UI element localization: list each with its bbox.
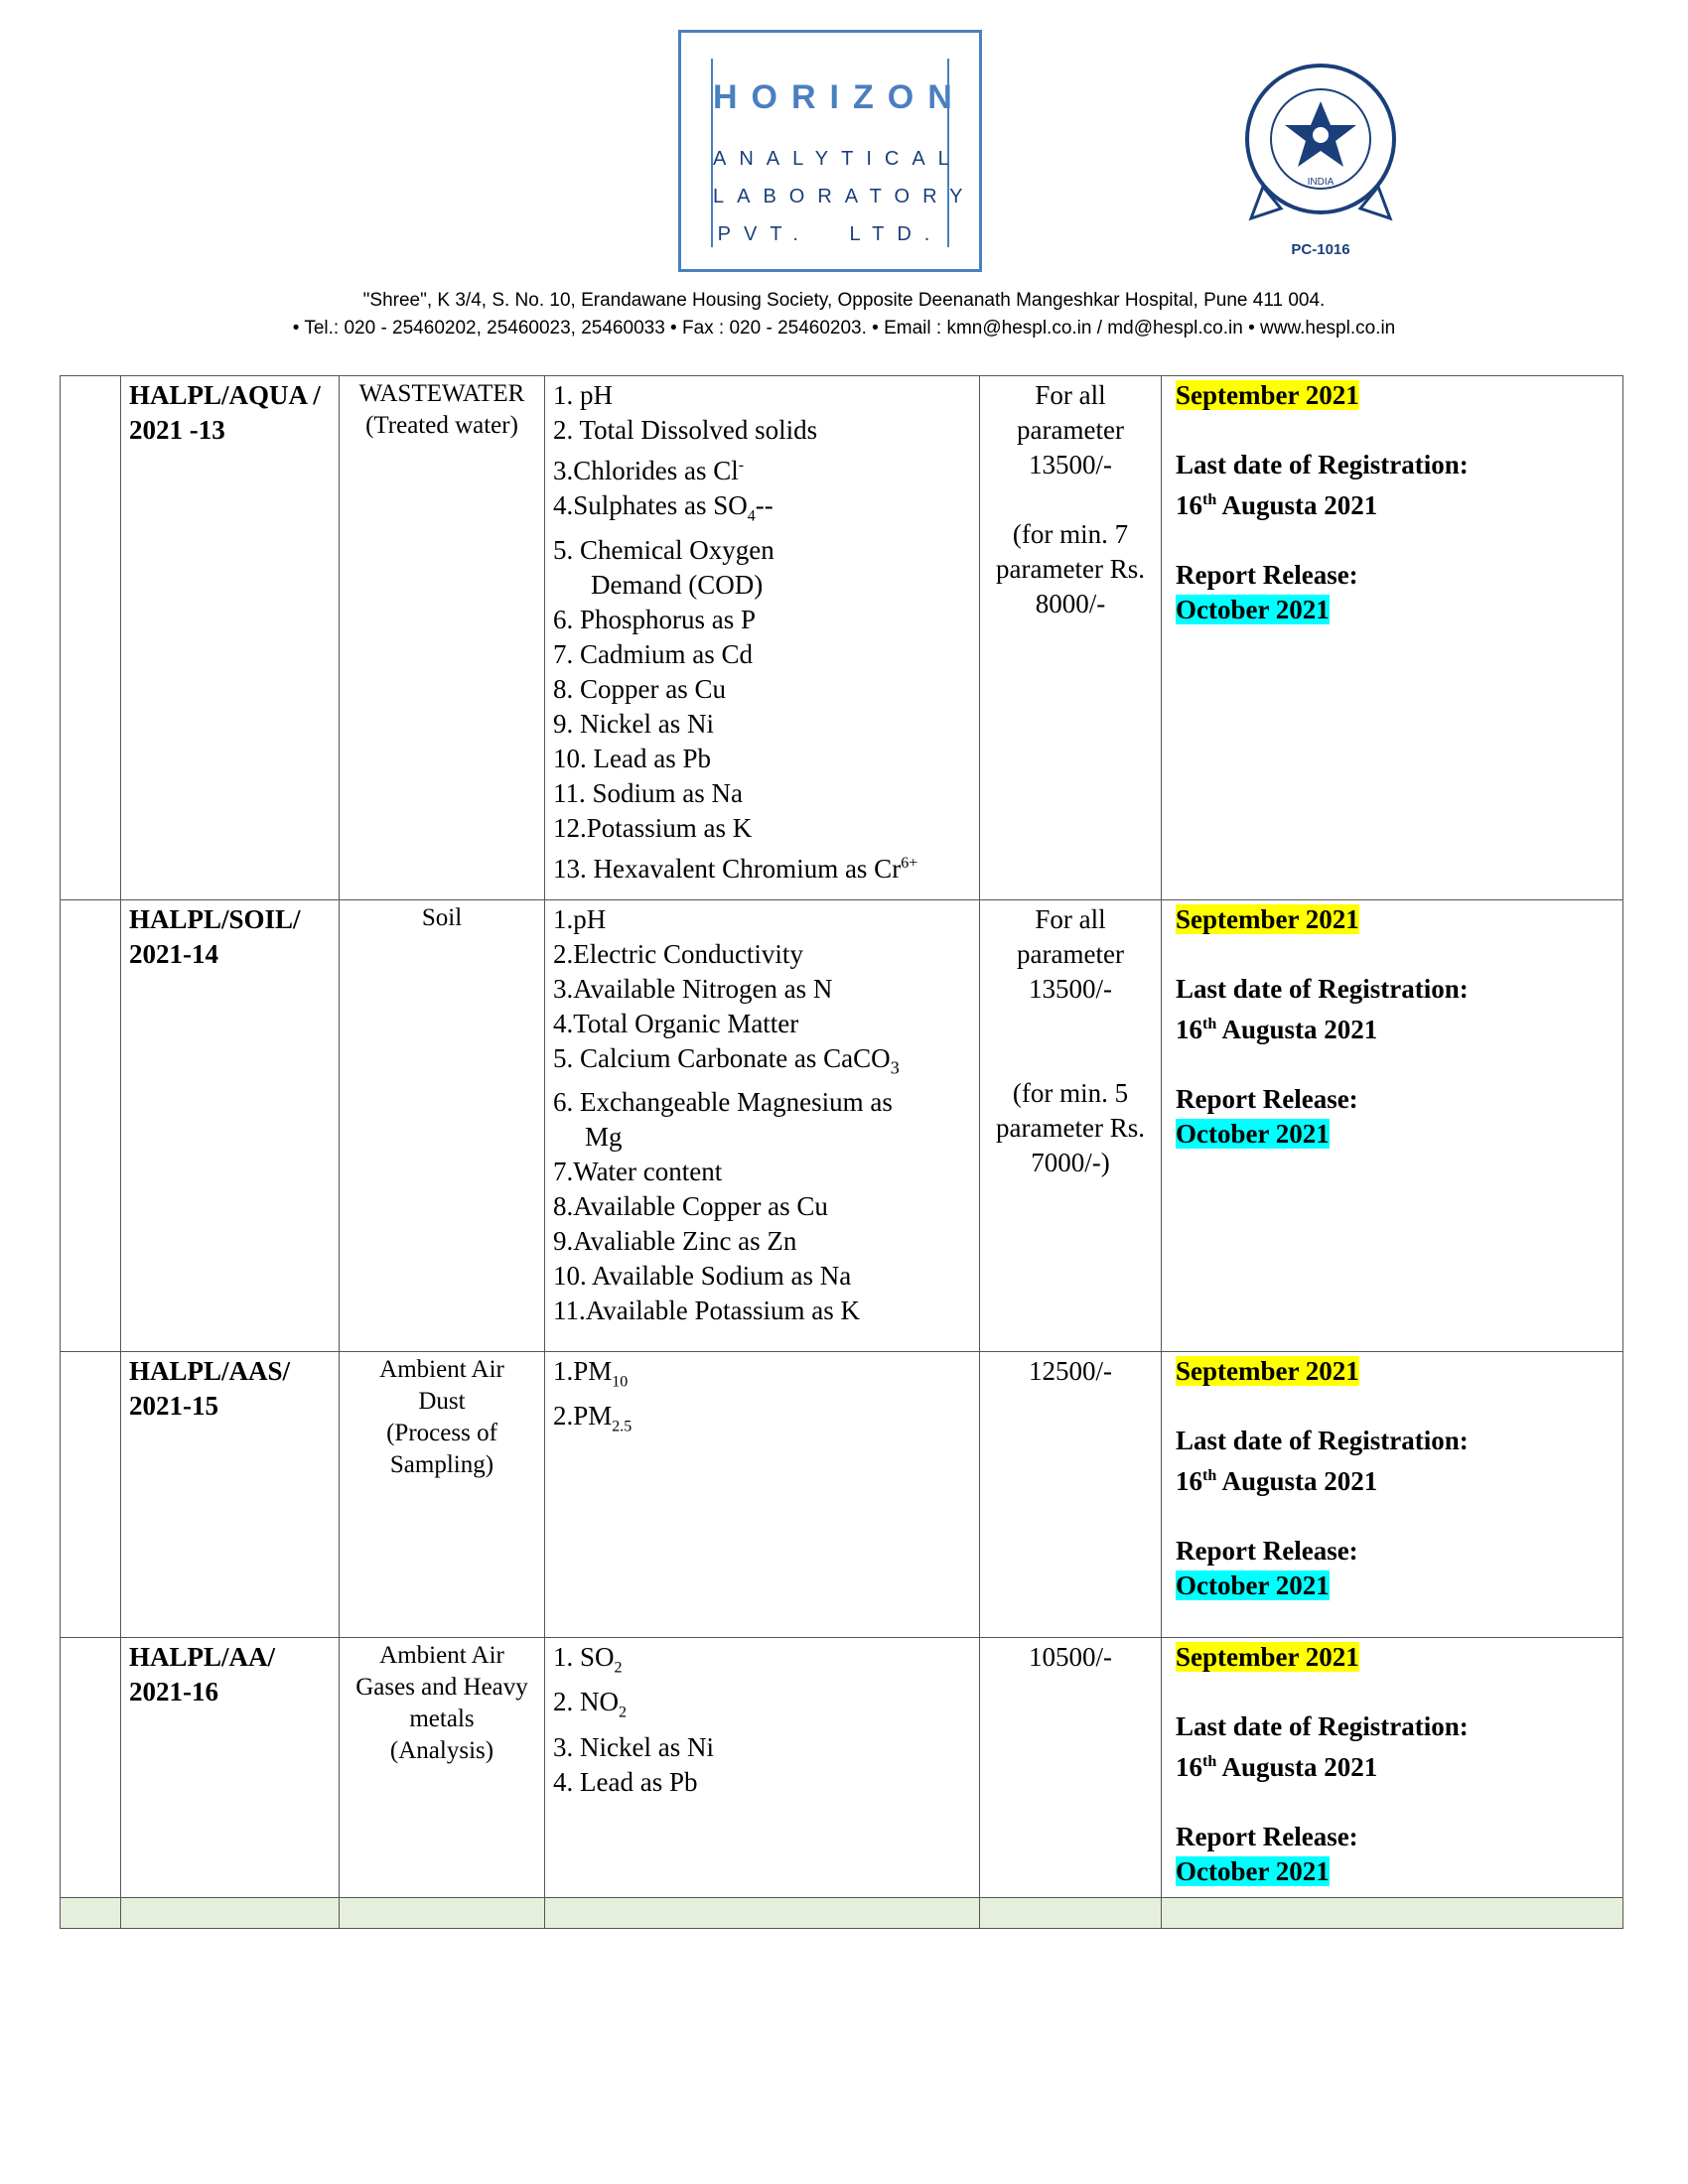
matrix-line: (Treated water) <box>365 412 518 439</box>
registration-label: Last date of Registration: <box>1176 450 1469 479</box>
seal-code: PC-1016 <box>1291 241 1350 258</box>
list-item: 2.Electric Conductivity <box>553 939 803 969</box>
matrix-cell <box>340 1352 545 1638</box>
list-item: 1.pH <box>553 904 607 934</box>
sr-cell <box>61 1638 121 1898</box>
list-item: 9.Avaliable Zinc as Zn <box>553 1226 797 1257</box>
fee-cell <box>980 376 1162 900</box>
parameter-list <box>545 1638 980 1898</box>
fee-line: (for min. 7 <box>1012 519 1129 549</box>
fee-line: 7000/-) <box>1031 1148 1110 1177</box>
contact-line: • Tel.: 020 - 25460202, 25460023, 25460033 • Fax : 020 - 25460203. • Email : kmn@hespl.co.in / md@hespl.co.in • www.hespl.co.in <box>292 318 1396 339</box>
parameter-list <box>545 1352 980 1638</box>
fee-line: 13500/- <box>1029 450 1112 479</box>
matrix-line: Ambient Air <box>379 1356 504 1383</box>
release-month: October 2021 <box>1176 1570 1330 1600</box>
pt-schedule-table <box>60 375 1623 1929</box>
schedule-cell <box>1162 900 1623 1352</box>
parameter-list <box>545 376 980 900</box>
registration-label: Last date of Registration: <box>1176 1711 1469 1741</box>
registration-date: 16th Augusta 2021 <box>1176 1466 1378 1496</box>
schedule-cell <box>1162 1638 1623 1898</box>
fee-cell <box>980 1638 1162 1898</box>
logo-line-laboratory: LABORATORY <box>713 186 976 207</box>
list-item: $1.PM_{10}$ <box>553 1356 629 1391</box>
registration-date: 16th Augusta 2021 <box>1176 1752 1378 1782</box>
list-item: 12.Potassium as K <box>553 813 753 844</box>
registration-label: Last date of Registration: <box>1176 974 1469 1004</box>
registration-date: 16th Augusta 2021 <box>1176 490 1378 520</box>
list-item: 9. Nickel as Ni <box>553 709 714 740</box>
table-row <box>61 1638 1623 1898</box>
accreditation-seal-icon <box>1241 60 1400 258</box>
letterhead <box>0 0 1688 357</box>
empty-table-row <box>61 1898 1623 1929</box>
matrix-line: (Analysis) <box>389 1737 494 1764</box>
sr-cell <box>61 1352 121 1638</box>
release-label: Report Release: <box>1176 1822 1358 1851</box>
fee-line: (for min. 5 <box>1012 1078 1129 1108</box>
list-item: 5. Chemical Oxygen <box>553 535 774 566</box>
list-item: 11. Sodium as Na <box>553 778 743 809</box>
list-item: 4. Lead as Pb <box>553 1766 698 1797</box>
list-item: 2. $NO_2$ <box>553 1687 627 1721</box>
matrix-cell <box>340 900 545 1352</box>
registration-label: Last date of Registration: <box>1176 1426 1469 1455</box>
fee-line: 10500/- <box>1029 1642 1112 1672</box>
matrix-line: Soil <box>421 904 463 931</box>
matrix-line: (Process of <box>386 1420 497 1446</box>
address-line: "Shree", K 3/4, S. No. 10, Erandawane Housing Society, Opposite Deenanath Mangeshkar Hospital, Pune 411 004. <box>362 290 1326 311</box>
matrix-line: WASTEWATER <box>358 380 525 407</box>
list-item: 2. Total Dissolved solids <box>553 415 818 445</box>
list-item: Demand (COD) <box>591 570 764 601</box>
fee-line: For all <box>1035 904 1106 934</box>
release-month: October 2021 <box>1176 1119 1330 1149</box>
scheme-code: HALPL/AQUA / 2021 -13 <box>121 376 340 900</box>
schedule-cell <box>1162 1352 1623 1638</box>
list-item: 3. Nickel as Ni <box>553 1731 714 1762</box>
list-item: 3.Available Nitrogen as N <box>553 974 833 1004</box>
schedule-cell <box>1162 376 1623 900</box>
list-item: 10. Lead as Pb <box>553 744 711 774</box>
list-item: 1. $SO_2$ <box>553 1642 623 1677</box>
fee-line: 8000/- <box>1035 589 1106 618</box>
matrix-line: Sampling) <box>389 1451 494 1478</box>
fee-cell <box>980 1352 1162 1638</box>
empty-cell <box>980 1898 1162 1929</box>
empty-cell <box>1162 1898 1623 1929</box>
sr-cell <box>61 900 121 1352</box>
list-item: 1. pH <box>553 380 613 410</box>
list-item: 8.Available Copper as Cu <box>553 1191 828 1222</box>
logo-line-analytical: ANALYTICAL <box>713 148 962 170</box>
matrix-line: Dust <box>418 1388 466 1415</box>
list-item: 5. Calcium Carbonate as CaCO$_3$ <box>553 1043 900 1078</box>
list-item: 4.Sulphates as $SO_4--$ <box>553 490 774 525</box>
table-row <box>61 376 1623 900</box>
table-row <box>61 900 1623 1352</box>
release-month: October 2021 <box>1176 1856 1330 1886</box>
round-month: September 2021 <box>1176 1356 1359 1386</box>
fee-cell <box>980 900 1162 1352</box>
scheme-code: HALPL/AA/ 2021-16 <box>121 1638 340 1898</box>
sr-cell <box>61 376 121 900</box>
empty-cell <box>545 1898 980 1929</box>
release-label: Report Release: <box>1176 1084 1358 1114</box>
logo-word: HORIZON <box>713 78 966 116</box>
seal-india: INDIA <box>1307 177 1335 188</box>
fee-line: parameter <box>1017 939 1124 969</box>
matrix-line: Gases and Heavy <box>355 1674 528 1701</box>
fee-line: 12500/- <box>1029 1356 1112 1386</box>
list-item: 7.Water content <box>553 1157 723 1187</box>
fee-line: For all <box>1035 380 1106 410</box>
release-label: Report Release: <box>1176 1536 1358 1566</box>
scheme-code: HALPL/AAS/ 2021-15 <box>121 1352 340 1638</box>
empty-cell <box>340 1898 545 1929</box>
list-item: 6. Phosphorus as P <box>553 605 757 635</box>
fee-line: 13500/- <box>1029 974 1112 1004</box>
scheme-code: HALPL/SOIL/ 2021-14 <box>121 900 340 1352</box>
matrix-cell <box>340 376 545 900</box>
list-item: 4.Total Organic Matter <box>553 1009 799 1038</box>
parameter-list <box>545 900 980 1352</box>
list-item: $2.PM_{2.5}$ <box>553 1401 633 1435</box>
logo-line-pvt: PVT. LTD. <box>717 223 943 245</box>
fee-line: parameter Rs. <box>996 554 1145 584</box>
empty-cell <box>121 1898 340 1929</box>
horizon-logo <box>678 30 982 272</box>
round-month: September 2021 <box>1176 904 1359 934</box>
matrix-line: metals <box>409 1706 475 1732</box>
matrix-line: Ambient Air <box>379 1642 504 1669</box>
release-month: October 2021 <box>1176 595 1330 624</box>
empty-cell <box>61 1898 121 1929</box>
list-item: Mg <box>585 1122 623 1153</box>
round-month: September 2021 <box>1176 380 1359 410</box>
registration-date: 16th Augusta 2021 <box>1176 1015 1378 1044</box>
matrix-cell <box>340 1638 545 1898</box>
list-item: 7. Cadmium as Cd <box>553 639 753 670</box>
round-month: September 2021 <box>1176 1642 1359 1672</box>
list-item: 6. Exchangeable Magnesium as <box>553 1087 893 1118</box>
fee-line: parameter Rs. <box>996 1113 1145 1143</box>
list-item: 13. Hexavalent Chromium as $Cr^{6+}$ <box>553 854 918 885</box>
table-row <box>61 1352 1623 1638</box>
fee-line: parameter <box>1017 415 1124 445</box>
list-item: 3.Chlorides as Cl- <box>553 456 745 485</box>
release-label: Report Release: <box>1176 560 1358 590</box>
list-item: 8. Copper as Cu <box>553 674 726 705</box>
list-item: 11.Available Potassium as K <box>553 1296 860 1326</box>
list-item: 10. Available Sodium as Na <box>553 1261 852 1292</box>
